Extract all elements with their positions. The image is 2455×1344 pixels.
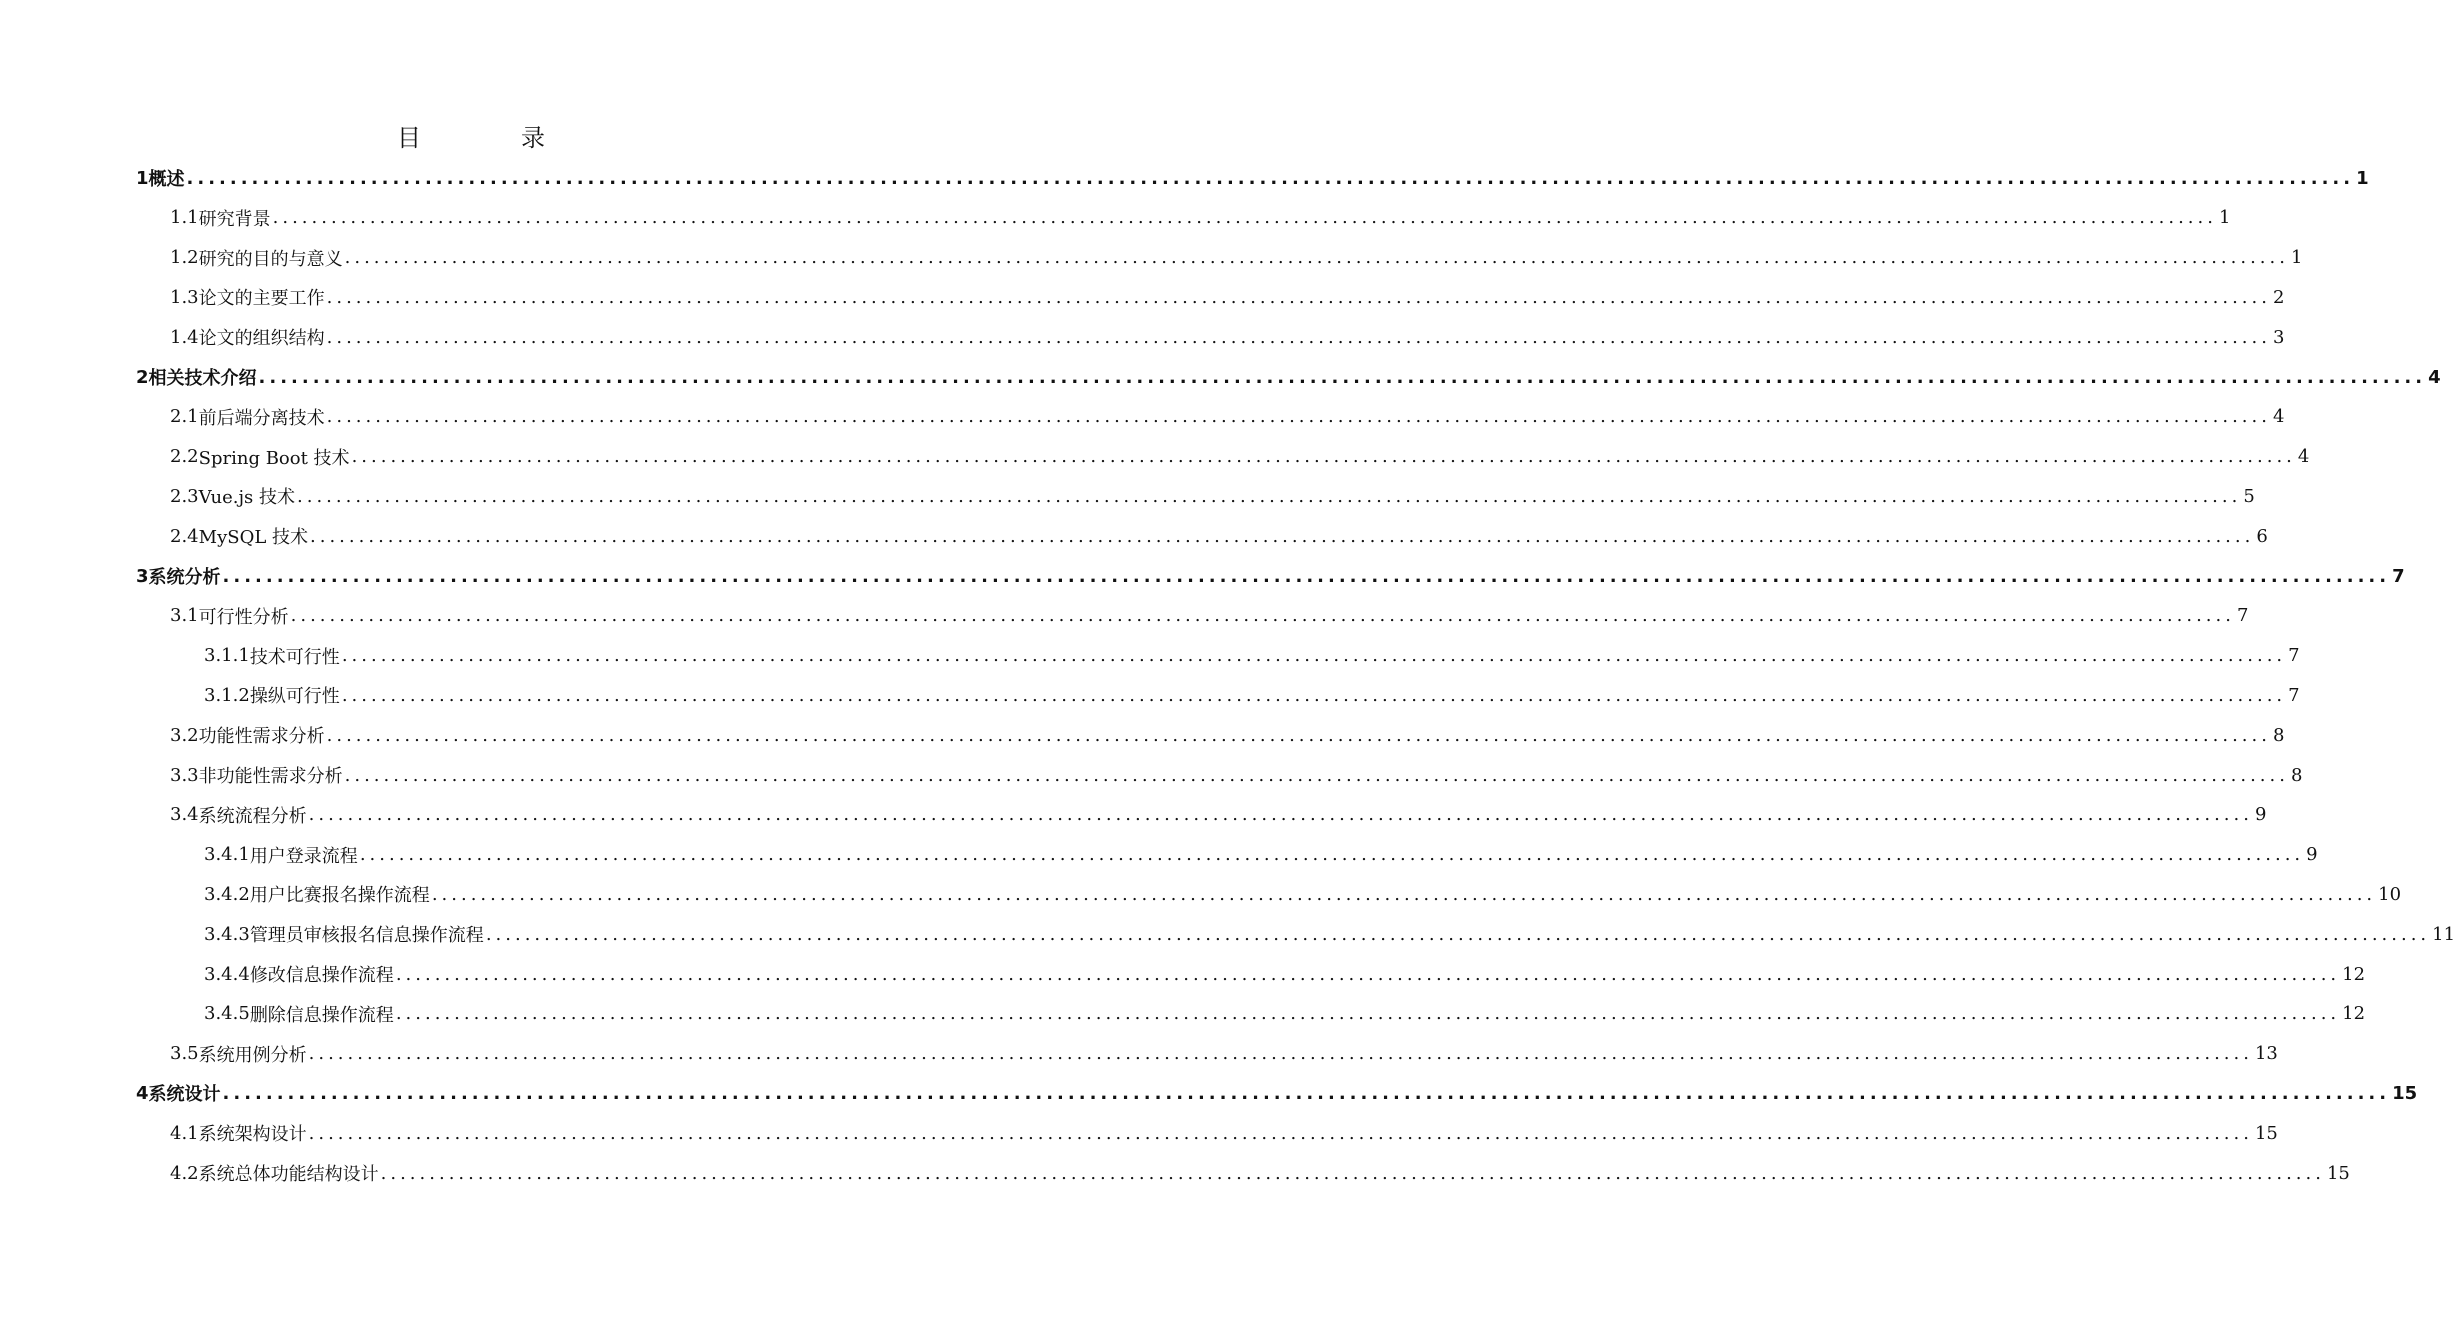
toc-entry-page: 15 (2326, 1162, 2350, 1184)
toc-entry-page: 7 (2392, 565, 2405, 587)
toc-entry-page: 9 (2306, 844, 2318, 866)
toc-entry[interactable] (170, 277, 2285, 317)
toc-entry[interactable] (170, 476, 2255, 516)
toc-entry-title: Spring Boot 技术 (198, 447, 350, 469)
toc-entry[interactable] (170, 1113, 2278, 1153)
toc-entry[interactable] (170, 516, 2268, 556)
toc-dot-leader: ........................................................................................................................................................................................................ (341, 645, 2287, 667)
toc-entry-page: 12 (2342, 1003, 2366, 1025)
toc-entry-page: 15 (2254, 1122, 2278, 1144)
toc-entry-number: 3.4.1 (204, 844, 250, 866)
toc-dot-leader: ........................................................................................................................................................................................................ (272, 207, 2217, 229)
toc-entry[interactable] (170, 317, 2285, 357)
toc-dot-leader: ........................................................................................................................................................................................................ (326, 406, 2271, 428)
toc-dot-leader: ........................................................................................................................................................................................................ (344, 764, 2289, 786)
toc-entry-title: 用户登录流程 (249, 845, 358, 867)
toc-entry-number: 2.4 (170, 525, 199, 547)
toc-entry[interactable] (170, 596, 2249, 636)
toc-entry-number: 3.4.3 (204, 923, 250, 945)
toc-entry-number: 1.1 (170, 207, 199, 229)
toc-entry-number: 2 (136, 366, 149, 388)
toc-entry[interactable] (204, 954, 2366, 994)
toc-dot-leader: ........................................................................................................................................................................................................ (351, 446, 2296, 468)
toc-dot-leader: ........................................................................................................................................................................................................ (297, 485, 2242, 507)
toc-entry[interactable] (136, 158, 2369, 198)
toc-entry-number: 3.4.2 (204, 883, 250, 905)
toc-entry-page: 7 (2236, 605, 2249, 627)
toc-entry-page: 12 (2342, 963, 2366, 985)
toc-entry-number: 3.1.1 (204, 645, 250, 667)
toc-entry-number: 3.2 (170, 724, 199, 746)
toc-entry[interactable] (204, 675, 2300, 715)
toc-entry-page: 1 (2356, 167, 2369, 189)
toc-entry[interactable] (136, 556, 2405, 596)
toc-entry-page: 1 (2218, 207, 2231, 229)
toc-entry[interactable] (136, 357, 2441, 397)
toc-entry-number: 3.3 (170, 764, 199, 786)
toc-entry-title: 删除信息操作流程 (249, 1004, 394, 1026)
toc-entry[interactable] (170, 238, 2303, 278)
toc-dot-leader: ........................................................................................................................................................................................................ (186, 167, 2355, 189)
toc-entry-page: 8 (2272, 724, 2285, 746)
toc-entry-title: 可行性分析 (198, 606, 289, 628)
toc-entry[interactable] (204, 835, 2318, 875)
toc-entry-number: 2.1 (170, 406, 199, 428)
toc-entry-page: 4 (2272, 406, 2285, 428)
toc-entry[interactable] (204, 994, 2366, 1034)
toc-entry[interactable] (170, 198, 2231, 238)
toc-dot-leader: ........................................................................................................................................................................................................ (222, 1082, 2391, 1104)
toc-entry-page: 9 (2254, 804, 2267, 826)
toc-dot-leader: ........................................................................................................................................................................................................ (222, 565, 2391, 587)
toc-entry-number: 2.3 (170, 485, 199, 507)
toc-dot-leader: ........................................................................................................................................................................................................ (395, 963, 2341, 985)
toc-entry-title: 系统流程分析 (198, 805, 307, 827)
toc-entry[interactable] (170, 795, 2267, 835)
toc-entry-title: 前后端分离技术 (198, 407, 325, 429)
toc-dot-leader: ........................................................................................................................................................................................................ (308, 1043, 2253, 1065)
toc-dot-leader: ........................................................................................................................................................................................................ (359, 844, 2305, 866)
page-title: 目 录 (397, 124, 583, 152)
toc-entry-title: MySQL 技术 (198, 527, 309, 549)
toc-dot-leader: ........................................................................................................................................................................................................ (326, 326, 2271, 348)
toc-dot-leader: ........................................................................................................................................................................................................ (326, 286, 2271, 308)
toc-entry-page: 7 (2288, 645, 2300, 667)
toc-dot-leader: ........................................................................................................................................................................................................ (395, 1003, 2341, 1025)
toc-entry-page: 2 (2272, 286, 2285, 308)
toc-entry-number: 4 (136, 1082, 149, 1104)
toc-entry-number: 4.2 (170, 1162, 199, 1184)
toc-dot-leader: ........................................................................................................................................................................................................ (258, 366, 2427, 388)
toc-dot-leader: ........................................................................................................................................................................................................ (308, 804, 2253, 826)
toc-entry-title: 研究的目的与意义 (198, 248, 343, 270)
toc-entry-page: 7 (2288, 684, 2300, 706)
toc-entry-number: 3.1.2 (204, 684, 250, 706)
toc-entry[interactable] (170, 715, 2285, 755)
toc-entry-title: 系统设计 (148, 1084, 221, 1106)
toc-entry[interactable] (204, 874, 2402, 914)
toc-entry-page: 1 (2290, 247, 2303, 269)
toc-entry-title: 系统用例分析 (198, 1044, 307, 1066)
toc-dot-leader: ........................................................................................................................................................................................................ (308, 1122, 2253, 1144)
toc-entry-number: 1.4 (170, 326, 199, 348)
toc-entry-title: 用户比赛报名操作流程 (249, 885, 430, 907)
toc-dot-leader: ........................................................................................................................................................................................................ (344, 247, 2289, 269)
toc-entry-number: 3.1 (170, 605, 199, 627)
toc-entry-title: Vue.js 技术 (198, 487, 295, 509)
toc-entry-title: 系统架构设计 (198, 1124, 307, 1146)
toc-entry-title: 论文的主要工作 (198, 288, 325, 310)
toc-entry[interactable] (170, 1153, 2350, 1193)
toc-entry-title: 系统分析 (148, 567, 221, 588)
toc-entry-page: 8 (2290, 764, 2303, 786)
toc-entry-page: 3 (2272, 326, 2285, 348)
toc-entry-page: 13 (2254, 1043, 2278, 1065)
toc-entry-number: 3.4.4 (204, 963, 250, 985)
toc-entry[interactable] (136, 1073, 2418, 1113)
toc-entry-page: 5 (2243, 485, 2255, 507)
toc-entry-number: 4.1 (170, 1122, 199, 1144)
toc-entry-title: 管理员审核报名信息操作流程 (249, 925, 484, 947)
toc-dot-leader: ........................................................................................................................................................................................................ (341, 684, 2287, 706)
toc-dot-leader: ........................................................................................................................................................................................................ (485, 923, 2431, 945)
toc-entry-title: 概述 (148, 169, 185, 190)
toc-dot-leader: ........................................................................................................................................................................................................ (290, 605, 2235, 627)
toc-entry-number: 3.4 (170, 804, 199, 826)
toc-entry-number: 3.5 (170, 1043, 199, 1065)
toc-entry-title: 系统总体功能结构设计 (198, 1164, 379, 1185)
toc-entry-number: 3.4.5 (204, 1003, 250, 1025)
toc-entry-title: 非功能性需求分析 (198, 766, 343, 787)
toc-dot-leader: ........................................................................................................................................................................................................ (431, 883, 2377, 905)
toc-entry-page: 15 (2392, 1082, 2418, 1104)
toc-entry-number: 3 (136, 565, 149, 587)
toc-entry-title: 功能性需求分析 (198, 726, 325, 748)
toc-entry-title: 相关技术介绍 (148, 368, 257, 389)
toc-entry-number: 2.2 (170, 446, 199, 468)
toc-dot-leader: ........................................................................................................................................................................................................ (310, 525, 2255, 547)
toc-entry[interactable] (204, 914, 2455, 954)
toc-entry-title: 修改信息操作流程 (249, 965, 394, 986)
toc-entry-number: 1 (136, 167, 149, 189)
toc-entry-title: 研究背景 (198, 208, 271, 230)
toc-entry-title: 技术可行性 (249, 646, 340, 668)
toc-entry[interactable] (170, 397, 2285, 437)
toc-entry[interactable] (170, 755, 2303, 795)
toc-dot-leader: ........................................................................................................................................................................................................ (326, 724, 2271, 746)
toc-entry-page: 6 (2256, 525, 2268, 547)
toc-entry-title: 操纵可行性 (249, 686, 340, 708)
toc-entry-page: 4 (2428, 366, 2441, 388)
toc-entry-page: 10 (2378, 883, 2402, 905)
toc-entry[interactable] (170, 1034, 2278, 1074)
toc-dot-leader: ........................................................................................................................................................................................................ (380, 1162, 2325, 1184)
toc-entry[interactable] (204, 636, 2300, 676)
toc-entry[interactable] (170, 437, 2310, 477)
toc-entry-page: 4 (2297, 446, 2310, 468)
toc-entry-page: 11 (2432, 923, 2455, 945)
toc-entry-number: 1.3 (170, 286, 199, 308)
toc-entry-number: 1.2 (170, 247, 199, 269)
toc-entry-title: 论文的组织结构 (198, 328, 325, 350)
